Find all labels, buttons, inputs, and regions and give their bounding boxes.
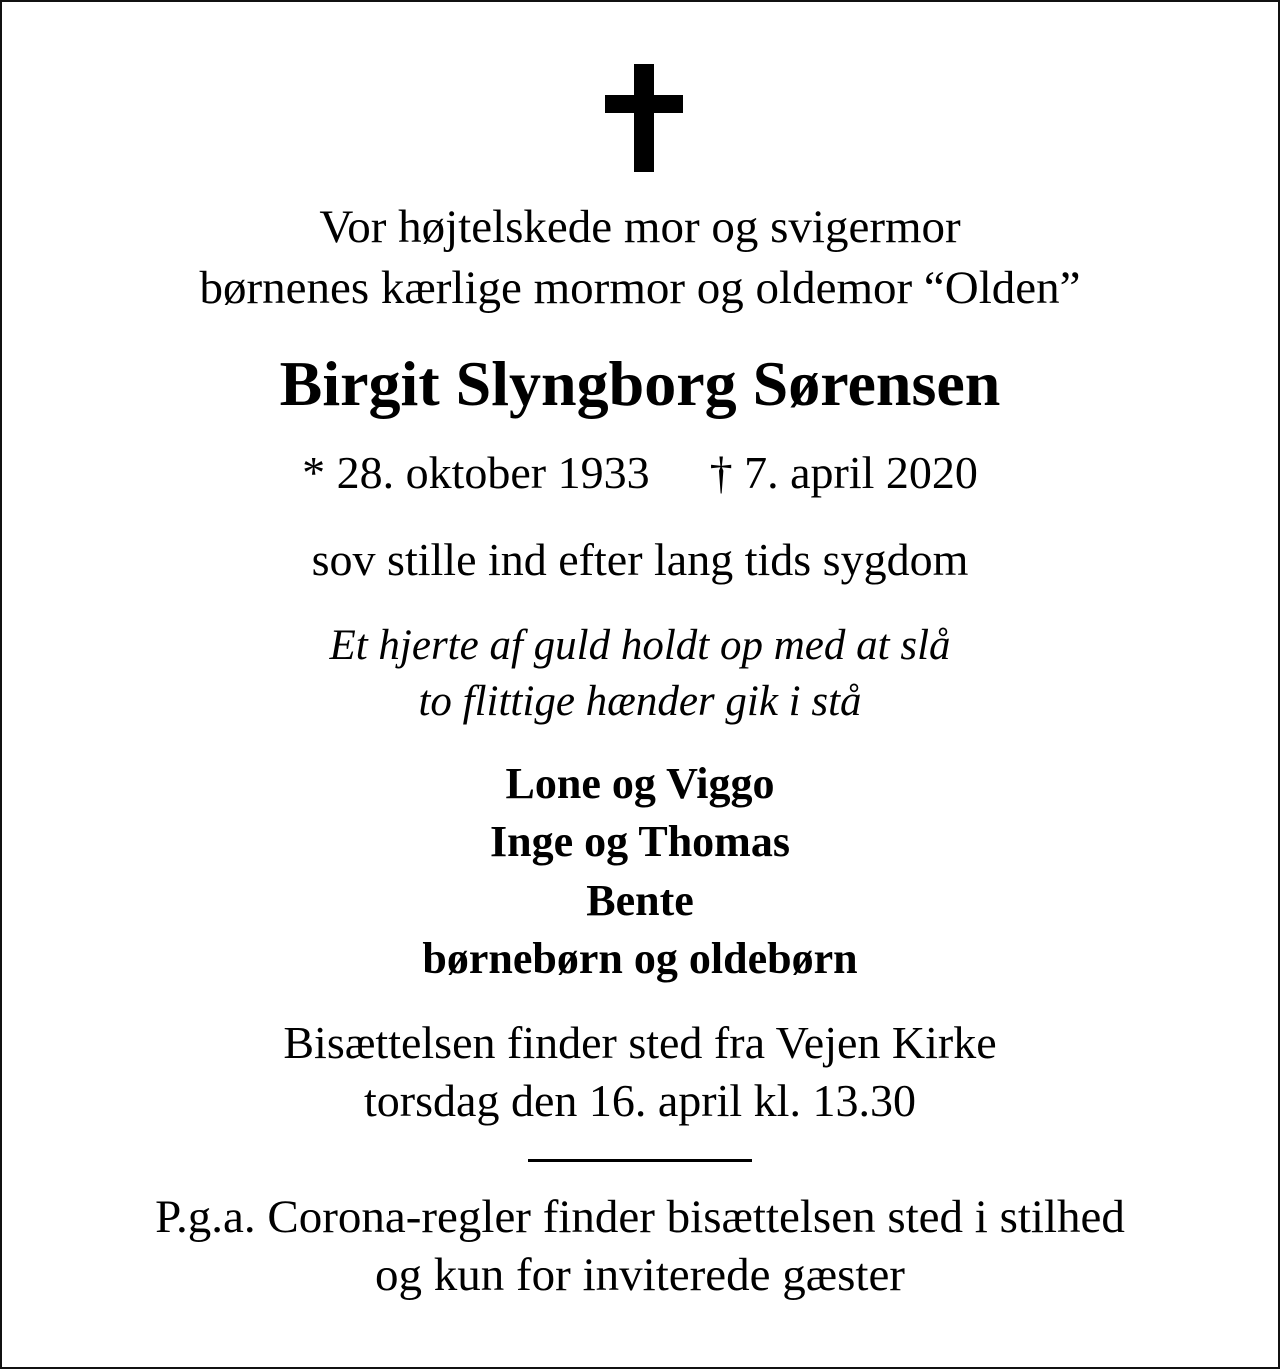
- passing-note: sov stille ind efter lang tids sygdom: [311, 534, 969, 585]
- funeral-line-2: torsdag den 16. april kl. 13.30: [364, 1075, 916, 1126]
- cross-icon: [605, 64, 683, 172]
- verse-line-1: Et hjerte af guld holdt op med at slå: [329, 622, 951, 669]
- family-line-1: Lone og Viggo: [505, 759, 775, 808]
- deceased-name: Birgit Slyngborg Sørensen: [279, 348, 1001, 419]
- life-dates: [2, 447, 1278, 498]
- corona-note-line-1: P.g.a. Corona-regler finder bisættelsen sted i stilhed: [155, 1191, 1125, 1243]
- family-line-3: Bente: [586, 876, 694, 925]
- family-line-4: børnebørn og oldebørn: [422, 934, 858, 983]
- corona-note-line-2: og kun for inviterede gæster: [375, 1249, 905, 1301]
- birth-date: * 28. oktober 1933: [302, 447, 650, 498]
- death-date: † 7. april 2020: [709, 447, 978, 498]
- family-line-2: Inge og Thomas: [490, 817, 790, 866]
- funeral-line-1: Bisættelsen finder sted fra Vejen Kirke: [283, 1017, 997, 1068]
- verse-line-2: to flittige hænder gik i stå: [418, 678, 862, 725]
- intro-line-1: Vor højtelskede mor og svigermor: [319, 201, 961, 253]
- divider-rule: [528, 1159, 752, 1162]
- intro-line-2: børnenes kærlige mormor og oldemor “Olden”: [199, 262, 1081, 314]
